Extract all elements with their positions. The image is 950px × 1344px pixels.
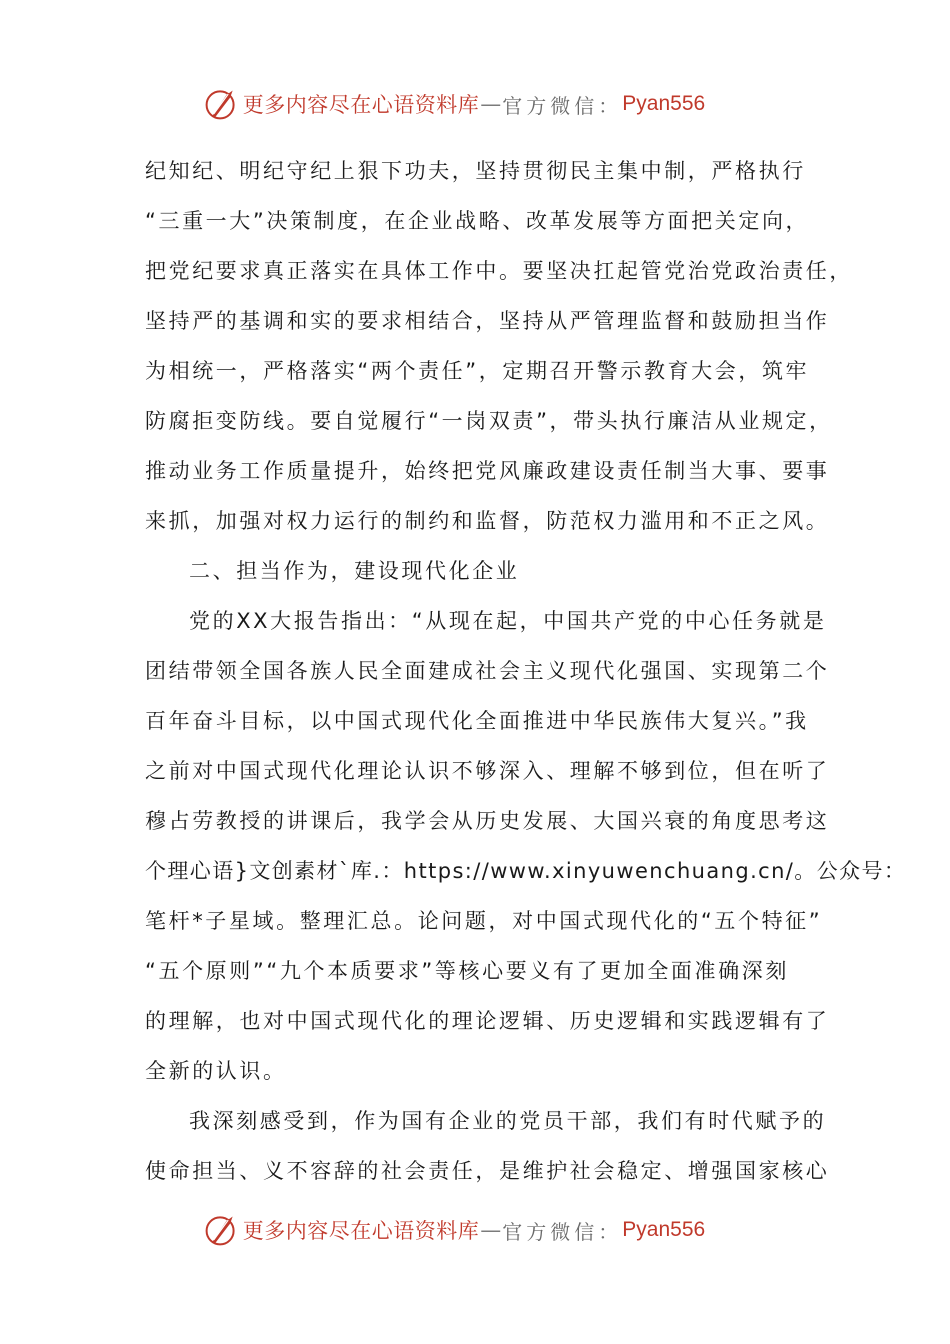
banner-dash: — bbox=[480, 92, 502, 116]
text-line: “五个原则”“九个本质要求”等核心要义有了更加全面准确深刻 bbox=[145, 959, 789, 983]
text-line: 把党纪要求真正落实在具体工作中。要坚决扛起管党治党政治责任， bbox=[145, 259, 853, 283]
text-line: 为相统一，严格落实“两个责任”，定期召开警示教育大会，筑牢 bbox=[145, 359, 810, 383]
text-line: 推动业务工作质量提升，始终把党风廉政建设责任制当大事、要事 bbox=[145, 459, 830, 483]
text-line: 团结带领全国各族人民全面建成社会主义现代化强国、实现第二个 bbox=[145, 659, 830, 683]
banner-handle: Pyan556 bbox=[622, 1218, 706, 1241]
banner-dash: — bbox=[480, 1218, 502, 1242]
quill-logo-icon bbox=[203, 86, 239, 122]
text-line: 笔杆*子星域。整理汇总。论问题，对中国式现代化的“五个特征” bbox=[145, 909, 823, 933]
text-line: 全新的认识。 bbox=[145, 1059, 287, 1083]
text-line: 百年奋斗目标，以中国式现代化全面推进中华民族伟大复兴。”我 bbox=[145, 709, 809, 733]
banner-wechat-label: 官方微信： bbox=[502, 1219, 623, 1244]
banner-handle: Pyan556 bbox=[622, 92, 706, 115]
header-banner bbox=[0, 84, 950, 124]
text-line: 党的XX大报告指出：“从现在起，中国共产党的中心任务就是 bbox=[189, 609, 827, 633]
text-line: 坚持严的基调和实的要求相结合，坚持从严管理监督和鼓励担当作 bbox=[145, 309, 830, 333]
document-body bbox=[145, 146, 907, 1196]
text-line: 纪知纪、明纪守纪上狠下功夫，坚持贯彻民主集中制，严格执行 bbox=[145, 159, 806, 183]
text-line: 使命担当、义不容辞的社会责任，是维护社会稳定、增强国家核心 bbox=[145, 1159, 830, 1183]
text-line: 的理解，也对中国式现代化的理论逻辑、历史逻辑和实践逻辑有了 bbox=[145, 1009, 830, 1033]
quill-logo-icon bbox=[203, 1212, 239, 1248]
text-line: 防腐拒变防线。要自觉履行“一岗双责”，带头执行廉洁从业规定， bbox=[145, 409, 833, 433]
text-line: 穆占劳教授的讲课后，我学会从历史发展、大国兴衰的角度思考这 bbox=[145, 809, 830, 833]
banner-brand: 更多内容尽在心语资料库 bbox=[242, 1219, 480, 1243]
text-line: “三重一大”决策制度，在企业战略、改革发展等方面把关定向， bbox=[145, 209, 810, 233]
text-line: 我深刻感受到，作为国有企业的党员干部，我们有时代赋予的 bbox=[189, 1109, 827, 1133]
footer-banner bbox=[0, 1210, 950, 1250]
banner-wechat-label: 官方微信： bbox=[502, 93, 623, 118]
text-line: 之前对中国式现代化理论认识不够深入、理解不够到位，但在听了 bbox=[145, 759, 830, 783]
section-heading: 二、担当作为，建设现代化企业 bbox=[189, 559, 520, 583]
banner-brand: 更多内容尽在心语资料库 bbox=[242, 93, 480, 117]
text-line: 个理心语}文创素材`库.：https://www.xinyuwenchuang.cn/。公众号： bbox=[145, 859, 907, 883]
text-line: 来抓，加强对权力运行的制约和监督，防范权力滥用和不正之风。 bbox=[145, 509, 830, 533]
